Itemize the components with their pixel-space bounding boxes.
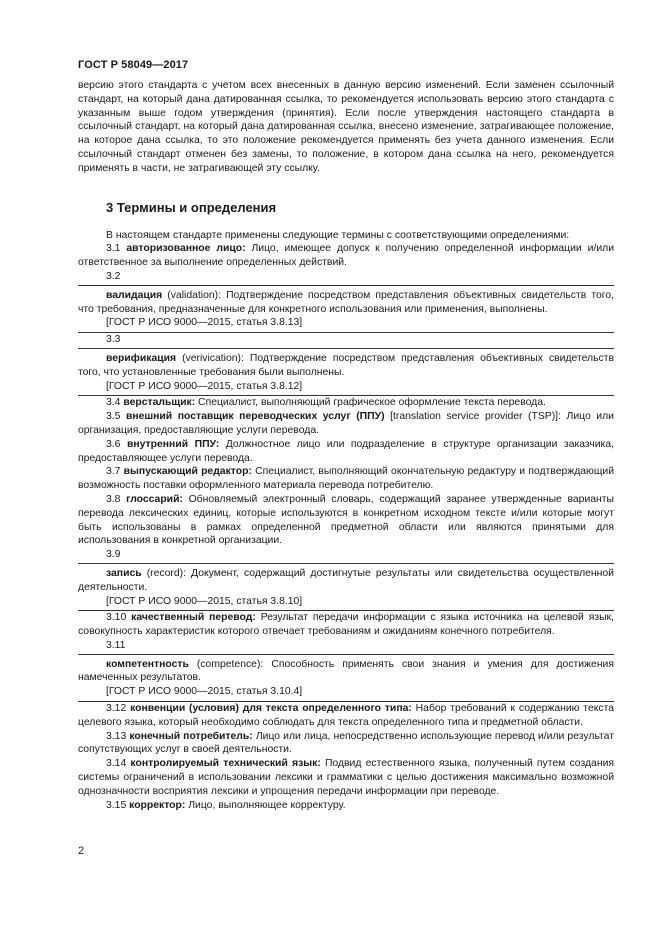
term-3-10: 3.10 качественный перевод: Результат передачи информации с языка источника на целевой язык, совокупность характеристик которого отвечает требованиям и ожиданиям конечного потребителя.: [78, 612, 614, 638]
term-definition: (record): Документ, содержащий достигнутые результаты или свидетельства осуществленной деятельности.: [78, 567, 614, 593]
term-3-2: [78, 289, 614, 317]
term-3-11: [78, 658, 614, 686]
term-name: верстальщик:: [123, 397, 196, 409]
term-box-3-3: [78, 348, 614, 396]
term-3-1: 3.1 авторизованное лицо: Лицо, имеющее допуск к получению определенной информации и/или ответственное за выполнение определенных действий.: [78, 243, 615, 269]
document-body: [78, 79, 614, 812]
term-definition: Результат передачи информации с языка источника на целевой язык, совокупность характеристик которого отвечает требованиям и ожиданиям конечного потребителя.: [78, 612, 614, 638]
term-box-3-9: [78, 563, 614, 611]
document-header: ГОСТ Р 58049—2017: [78, 59, 189, 71]
term-definition: Набор требований к содержанию текста целевого языка, который необходимо соблюдать для текста определенного типа и предметной области.: [78, 703, 615, 728]
term-name: конвенции (условия) для текста определенного типа:: [130, 703, 412, 715]
term-3-3: [78, 352, 614, 380]
term-3-12: 3.12 конвенции (условия) для текста определенного типа: Набор требований к содержанию текста целевого языка, который необходимо соблюдать для текста определенного типа и предметной области.: [78, 703, 615, 728]
term-number: 3.9: [106, 549, 121, 561]
term-source: [ГОСТ Р ИСО 9000—2015, статья 3.8.12]: [106, 380, 303, 392]
term-3-6: 3.6 внутренний ППУ: Должностное лицо или подразделение в структуре организации заказчика, предоставляющее услуги перевода.: [78, 438, 614, 464]
term-box-3-2: [78, 285, 614, 333]
term-name: авторизованное лицо:: [126, 243, 246, 255]
term-source: [ГОСТ Р ИСО 9000—2015, статья 3.8.10]: [106, 595, 303, 607]
term-3-4: 3.4 верстальщик: Специалист, выполняющий графическое оформление текста перевода.: [106, 397, 546, 409]
term-definition: Лицо, выполняющее корректуру.: [185, 799, 346, 811]
term-number: 3.11: [106, 639, 126, 651]
term-name: внешний поставщик переводческих услуг (ППУ): [126, 411, 385, 423]
term-definition: (verivication): Подтверждение посредством представления объективных свидетельств того, что установленные требования были выполнены.: [78, 352, 614, 378]
page-number: 2: [78, 845, 85, 857]
lead-paragraph: В настоящем стандарте применены следующие термины с соответствующими определениями:: [106, 229, 570, 241]
term-name: конечный потребитель:: [129, 730, 253, 742]
term-box-3-11: [78, 654, 614, 702]
term-name: валидация: [106, 289, 163, 301]
term-definition: Лицо или лица, непосредственно использующие перевод и/или результат сопутствующих услуг в своей деятельности.: [78, 730, 614, 756]
term-name: качественный перевод:: [131, 612, 256, 624]
term-3-8: 3.8 глоссарий: Обновляемый электронный словарь, содержащий заранее утвержденные варианты перевода лексических единиц, которые используются в конкретном исходном тексте и/или которые могут быть использованы в рамках определенной предметной области или являются принятыми для использования в конкретной организации.: [78, 493, 614, 547]
term-definition: Должностное лицо или подразделение в структуре организации заказчика, предоставляющее услуги перевода.: [78, 438, 614, 464]
term-name: глоссарий:: [126, 493, 183, 505]
term-definition: Специалист, выполняющий окончательную редактуру и подтверждающий возможность поставки оформленного материала перевода потребителю.: [78, 466, 614, 492]
term-3-15: 3.15 корректор: Лицо, выполняющее корректуру.: [106, 799, 346, 811]
term-name: внутренний ППУ:: [126, 438, 220, 450]
term-definition: (validation): Подтверждение посредством представления объективных свидетельств того, что требования, предназначенные для конкретного использования или применения, выполнены.: [78, 289, 614, 315]
term-number: 3.2: [106, 270, 121, 282]
term-3-9: [78, 567, 614, 595]
term-name: контролируемый технический язык:: [130, 758, 321, 770]
term-3-14: 3.14 контролируемый технический язык: Подвид естественного языка, полученный путем создания системы ограничений в использовании лексики и грамматики с целью достижения максимально возможной однозначности восприятия лексики и упрощения передачи информации при переводе.: [78, 758, 615, 797]
term-number: 3.3: [106, 334, 121, 346]
term-name: верификация: [106, 352, 177, 364]
intro-paragraph: версию этого стандарта с учетом всех внесенных в данную версию изменений. Если заменен ссылочный стандарт, на который дана датированная ссылка, то рекомендуется использовать версию этого стандарта с указанным выше годом утверждения (принятия). Если после утверждения настоящего стандарта в ссылочный стандарт, на который дана датированная ссылка, внесено изменение, затрагивающее положение, на которое дана ссылка, то это положение рекомендуется применять без учета данного изменения. Если ссылочный стандарт отменен без замены, то положение, в котором дана ссылка на него, рекомендуется применять в части, не затрагивающей эту ссылку.: [78, 80, 614, 174]
term-3-7: 3.7 выпускающий редактор: Специалист, выполняющий окончательную редактуру и подтверждающий возможность поставки оформленного материала перевода потребителю.: [78, 466, 614, 492]
term-definition: [translation service provider (TSP)]: Лицо или организация, предоставляющие услуги перевода.: [78, 411, 614, 436]
term-name: корректор:: [129, 799, 186, 811]
term-definition: Подвид естественного языка, полученный путем создания системы ограничений в использовании лексики и грамматики с целью достижения максимально возможной однозначности восприятия лексики и упрощения передачи информации при переводе.: [78, 758, 615, 797]
term-definition: Лицо, имеющее допуск к получению определенной информации и/или ответственное за выполнение определенных действий.: [78, 243, 615, 269]
term-definition: Обновляемый электронный словарь, содержащий заранее утвержденные варианты перевода лексических единиц, которые используются в конкретном исходном тексте и/или которые могут быть использованы в рамках определенной предметной области или являются принятыми для использования в конкретной организации.: [78, 493, 614, 547]
term-definition: Специалист, выполняющий графическое оформление текста перевода.: [195, 397, 546, 409]
term-source: [ГОСТ Р ИСО 9000—2015, статья 3.8.13]: [106, 317, 303, 329]
term-definition: (competence): Способность применять свои знания и умения для достижения намеченных результатов.: [78, 658, 614, 684]
term-name: выпускающий редактор:: [123, 466, 252, 478]
term-name: компетентность: [106, 658, 189, 670]
term-3-13: 3.13 конечный потребитель: Лицо или лица, непосредственно использующие перевод и/или результат сопутствующих услуг в своей деятельности.: [78, 730, 614, 756]
term-name: запись: [106, 567, 142, 579]
term-3-5: 3.5 внешний поставщик переводческих услуг (ППУ) [translation service provider (TSP)]: Лицо или организация, предоставляющие услуги перевода.: [78, 411, 614, 436]
section-title: 3 Термины и определения: [106, 199, 277, 215]
term-source: [ГОСТ Р ИСО 9000—2015, статья 3.10.4]: [106, 686, 303, 698]
